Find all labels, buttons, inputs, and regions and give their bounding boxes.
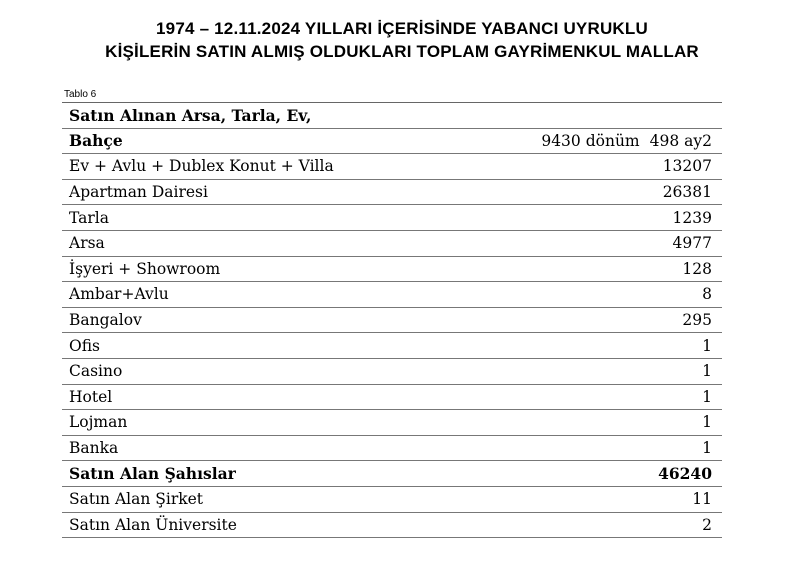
row-label: Bangalov bbox=[69, 311, 142, 330]
row-label: Arsa bbox=[69, 234, 105, 253]
page-title-line-2: KİŞİLERİN SATIN ALMIŞ OLDUKLARI TOPLAM GAYRİMENKUL MALLAR bbox=[105, 42, 699, 61]
row-value: 1 bbox=[702, 413, 712, 432]
table-row bbox=[62, 154, 722, 180]
property-table bbox=[62, 102, 722, 538]
row-value: 1 bbox=[702, 362, 712, 381]
bahce-ay2: 498 ay2 bbox=[649, 131, 712, 150]
table-row bbox=[62, 205, 722, 231]
row-label: İşyeri + Showroom bbox=[69, 259, 221, 278]
row-value: 13207 bbox=[662, 157, 712, 176]
row-value: 295 bbox=[682, 311, 712, 330]
row-value: 1 bbox=[702, 336, 712, 355]
table-row bbox=[62, 231, 722, 257]
bahce-label: Bahçe bbox=[69, 131, 123, 151]
table-row bbox=[62, 513, 722, 539]
row-label: Banka bbox=[69, 439, 119, 458]
row-label: Hotel bbox=[69, 387, 113, 406]
row-value: 8 bbox=[702, 285, 712, 304]
table-row bbox=[62, 308, 722, 334]
row-label: Satın Alan Şirket bbox=[69, 490, 204, 509]
row-label: Casino bbox=[69, 362, 123, 381]
table-row bbox=[62, 410, 722, 436]
row-value: 1 bbox=[702, 387, 712, 406]
row-value: 1239 bbox=[672, 208, 712, 227]
table-row bbox=[62, 282, 722, 308]
row-label: Ev + Avlu + Dublex Konut + Villa bbox=[69, 157, 334, 176]
row-value: 4977 bbox=[672, 234, 712, 253]
table-caption: Tablo 6 bbox=[64, 89, 97, 100]
row-label: Tarla bbox=[69, 208, 109, 227]
row-value: 11 bbox=[692, 490, 712, 509]
row-label: Ambar+Avlu bbox=[69, 285, 169, 304]
row-label: Satın Alan Üniversite bbox=[69, 515, 237, 534]
row-value: 2 bbox=[702, 515, 712, 534]
row-label: Ofis bbox=[69, 336, 100, 355]
table-header-label: Satın Alınan Arsa, Tarla, Ev, bbox=[69, 105, 312, 125]
bahce-donum: 9430 dönüm bbox=[541, 131, 640, 150]
row-value: 128 bbox=[682, 259, 712, 278]
bahce-row bbox=[62, 129, 722, 155]
total-row bbox=[62, 461, 722, 487]
row-label: Apartman Dairesi bbox=[69, 183, 208, 202]
total-label: Satın Alan Şahıslar bbox=[69, 464, 236, 484]
total-value: 46240 bbox=[658, 464, 712, 484]
table-row bbox=[62, 385, 722, 411]
table-row bbox=[62, 436, 722, 462]
table-row bbox=[62, 487, 722, 513]
table-row bbox=[62, 180, 722, 206]
page-title-line-1: 1974 – 12.11.2024 YILLARI İÇERİSİNDE YABANCI UYRUKLU bbox=[156, 19, 648, 38]
table-header-row bbox=[62, 103, 722, 129]
table-row bbox=[62, 359, 722, 385]
table-row bbox=[62, 333, 722, 359]
table-row bbox=[62, 257, 722, 283]
bahce-value bbox=[541, 132, 712, 150]
row-label: Lojman bbox=[69, 413, 128, 432]
row-value: 26381 bbox=[662, 183, 712, 202]
row-value: 1 bbox=[702, 439, 712, 458]
